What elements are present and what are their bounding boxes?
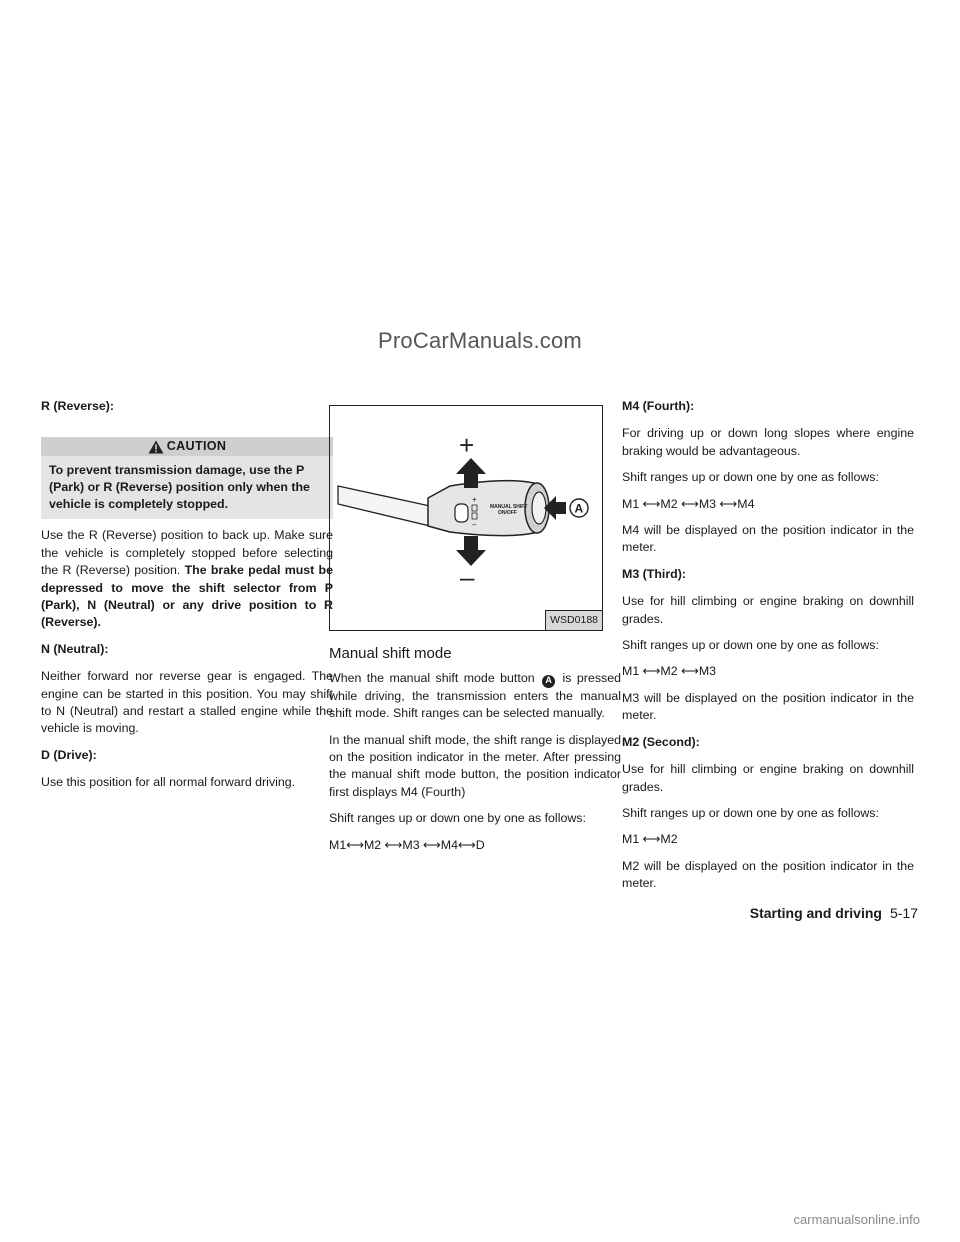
m3-display: M3 will be displayed on the position indicator in the meter. (622, 690, 914, 723)
reverse-paragraph (41, 527, 333, 631)
caution-box (41, 437, 333, 519)
drive-text: Use this position for all normal forward driving. (41, 775, 296, 790)
neutral-heading: N (Neutral): (41, 641, 109, 656)
svg-text:ON/OFF: ON/OFF (498, 510, 517, 516)
manual-shift-paragraph (329, 670, 621, 722)
p1-after: is pressed while driving, the transmission enters the manual shift mode. Shift ranges can be selected manually. (329, 671, 621, 721)
callout-a-badge: A (542, 675, 555, 688)
reverse-text-bold: The brake pedal must be depressed to move the shift selector from P (Park), N (Neutral) or any drive position to R (Reverse). (41, 563, 333, 630)
caution-text: To prevent transmission damage, use the P (Park) or R (Reverse) position only when the vehicle is completely stopped. (49, 463, 310, 512)
reverse-text: Use the R (Reverse) position to back up. Make sure the vehicle is completely stopped before selecting the R (Reverse) position. (41, 528, 333, 578)
minus-sign: – (460, 562, 475, 592)
shift-lever-illustration (330, 406, 602, 630)
m2-text: Use for hill climbing or engine braking on downhill grades. (622, 762, 914, 794)
m4-text: For driving up or down long slopes where engine braking would be advantageous. (622, 426, 914, 458)
m2-heading: M2 (Second): (622, 734, 700, 749)
column-left (41, 398, 333, 801)
svg-text:–: – (472, 520, 477, 529)
m2-shift: Shift ranges up or down one by one as follows: (622, 805, 879, 820)
callout-a: A (574, 501, 584, 516)
m4-display: M4 will be displayed on the position indicator in the meter. (622, 523, 914, 555)
svg-text:+: + (472, 495, 477, 504)
plus-sign: + (459, 430, 475, 460)
warning-icon (148, 440, 164, 454)
caution-header (41, 437, 333, 456)
manual-shift-label: MANUAL SHIFT (490, 504, 528, 510)
reverse-heading: R (Reverse): (41, 399, 114, 413)
manual-shift-sequence: M1⟷M2 ⟷M3 ⟷M4⟷D (329, 837, 485, 852)
footer-section: Starting and driving (749, 905, 882, 921)
p1-before: When the manual shift mode button (329, 671, 535, 686)
page-footer (750, 905, 918, 921)
m3-heading: M3 (Third): (622, 566, 687, 581)
neutral-text: Neither forward nor reverse gear is engaged. The engine can be started in this position. You may shift to N (Neutral) and restart a stalled engine while the vehicle is moving. (41, 669, 333, 736)
column-middle (329, 405, 621, 863)
m3-sequence: M1 ⟷M2 ⟷M3 (622, 664, 717, 679)
m4-shift: Shift ranges up or down one by one as follows: (622, 470, 879, 485)
m3-text: Use for hill climbing or engine braking on downhill grades. (622, 594, 914, 626)
shift-lever-figure (329, 405, 603, 631)
m4-sequence: M1 ⟷M2 ⟷M3 ⟷M4 (622, 496, 755, 511)
m3-shift: Shift ranges up or down one by one as follows: (622, 638, 879, 653)
caution-title: CAUTION (166, 439, 227, 454)
page-number: 5-17 (889, 905, 918, 921)
m4-heading: M4 (Fourth): (622, 399, 695, 413)
manual-shift-step-text: Shift ranges up or down one by one as follows: (329, 811, 586, 826)
column-right (622, 398, 914, 902)
watermark-top: ProCarManuals.com (378, 328, 582, 353)
m2-display: M2 will be displayed on the position indicator in the meter. (622, 858, 914, 891)
manual-shift-indicator-text: In the manual shift mode, the shift range is displayed on the position indicator in the meter. After pressing the manual shift mode button, the position indicator first displays M4 (Fourth) (329, 732, 621, 799)
watermark-bottom: carmanualsonline.info (793, 1212, 920, 1227)
m2-sequence: M1 ⟷M2 (622, 832, 678, 847)
figure-id: WSD0188 (545, 610, 602, 630)
drive-heading: D (Drive): (41, 747, 97, 762)
manual-shift-section-title: Manual shift mode (329, 645, 452, 662)
